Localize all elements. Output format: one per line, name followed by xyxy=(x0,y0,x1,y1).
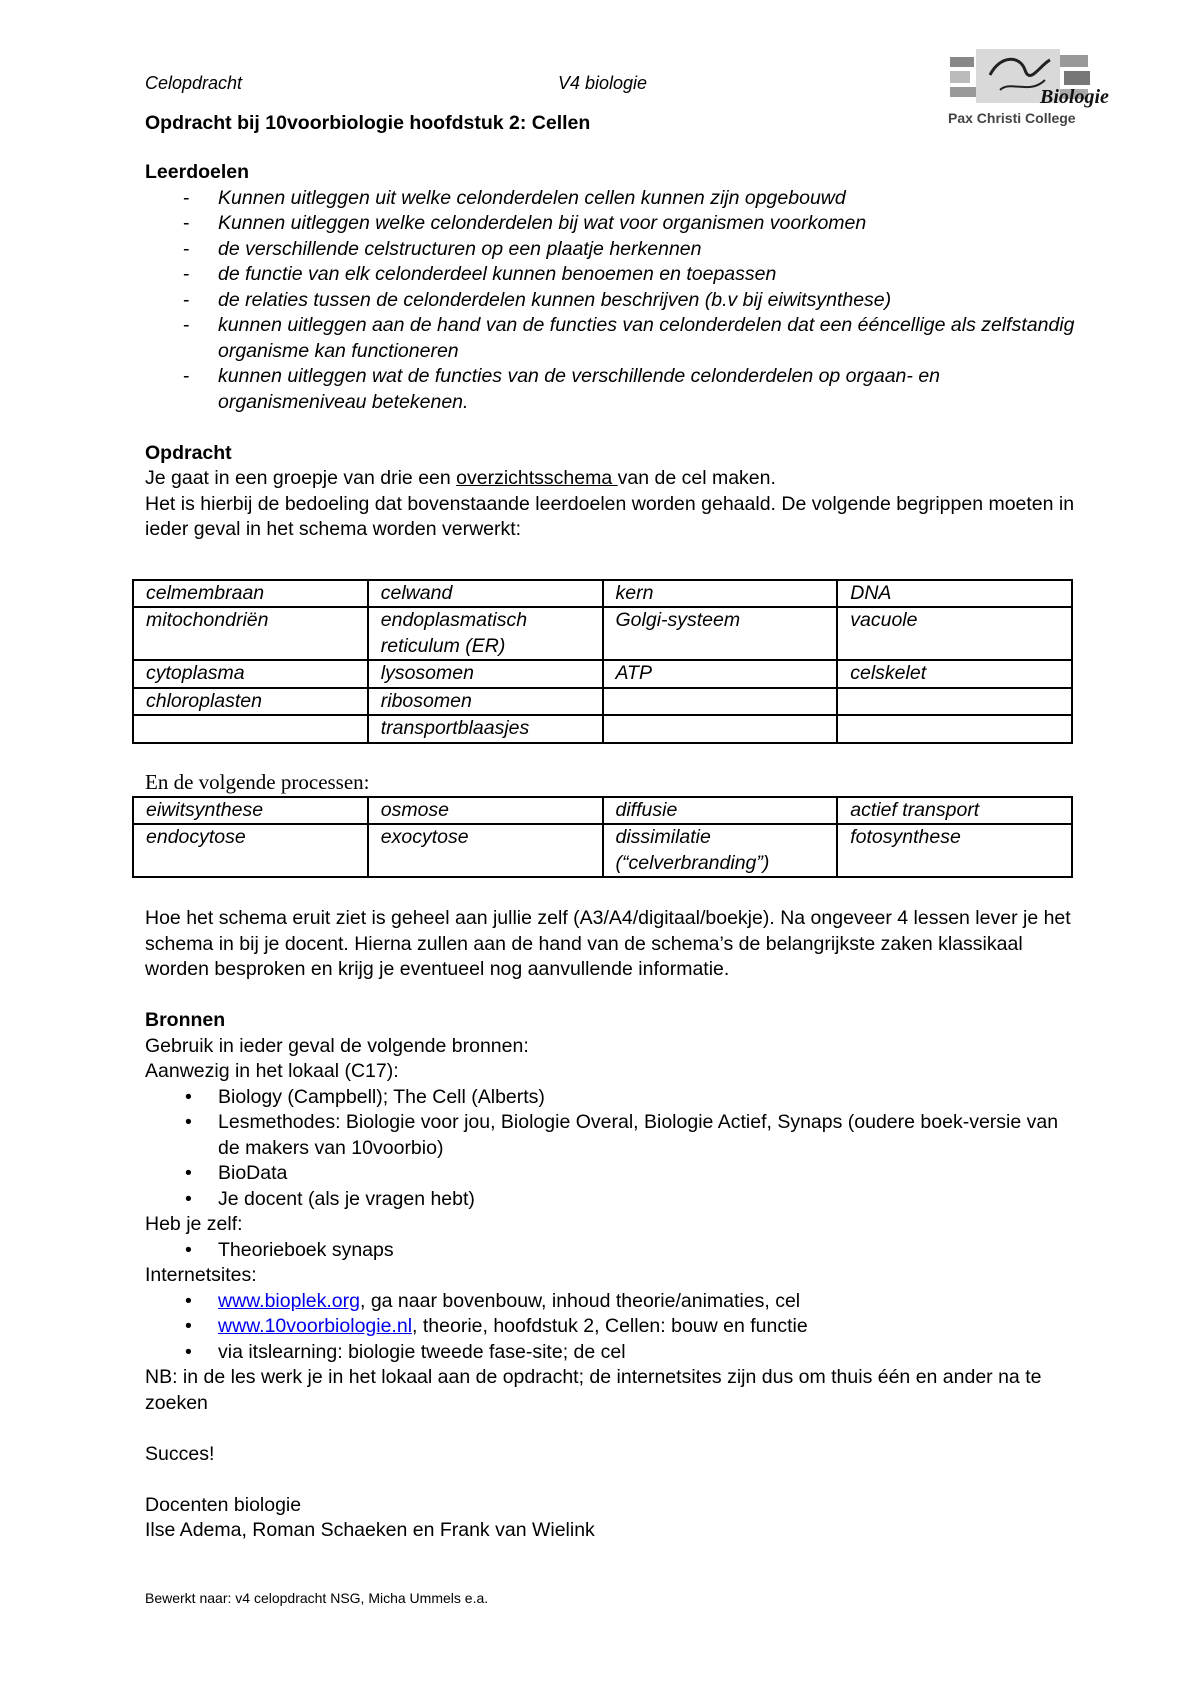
opdracht-section xyxy=(145,441,1080,543)
logo-caption: Pax Christi College xyxy=(948,110,1076,126)
text-span: , ga naar bovenbouw, inhoud theorie/animaties, cel xyxy=(359,1289,801,1312)
table-row xyxy=(133,715,1072,743)
10voorbiologie-link[interactable]: www.10voorbiologie.nl xyxy=(218,1315,413,1337)
document-title: Opdracht bij 10voorbiologie hoofdstuk 2: Cellen xyxy=(145,112,591,134)
list-item: • Theorieboek synaps xyxy=(145,1238,1080,1264)
table-cell xyxy=(837,688,1072,716)
list-item: • Biology (Campbell); The Cell (Alberts) xyxy=(145,1085,1080,1111)
table-cell: kern xyxy=(603,580,838,608)
table-cell: endocytose xyxy=(133,824,368,877)
list-item: • Lesmethodes: Biologie voor jou, Biologie Overal, Biologie Actief, Synaps (oudere boek-versie van de makers van 10voorbio) xyxy=(145,1110,1080,1161)
processen-table xyxy=(132,796,1073,879)
table-cell xyxy=(603,715,838,743)
leerdoelen-list xyxy=(145,186,1080,416)
leerdoelen-heading: Leerdoelen xyxy=(145,161,250,183)
header-center: V4 biologie xyxy=(558,73,648,93)
bioplek-link[interactable]: www.bioplek.org xyxy=(218,1289,360,1312)
table-cell: osmose xyxy=(368,797,603,825)
leerdoelen-section xyxy=(145,160,1080,415)
list-item: - de relaties tussen de celonderdelen kunnen beschrijven (b.v bij eiwitsynthese) xyxy=(145,288,1080,314)
opdracht-heading: Opdracht xyxy=(145,441,232,464)
internet-list xyxy=(145,1289,1080,1366)
list-item: • BioData xyxy=(145,1161,1080,1187)
list-item: - Kunnen uitleggen welke celonderdelen bij wat voor organismen voorkomen xyxy=(145,211,1080,237)
table-cell: fotosynthese xyxy=(837,824,1072,877)
list-item xyxy=(145,1289,1080,1315)
table-cell: transportblaasjes xyxy=(368,715,603,743)
table-cell: eiwitsynthese xyxy=(133,797,368,825)
table-cell: diffusie xyxy=(603,797,838,825)
begrippen-table xyxy=(132,579,1073,744)
header-left: Celopdracht xyxy=(145,73,243,93)
nb-note: NB: in de les werk je in het lokaal aan de opdracht; de internetsites zijn dus om thuis één en ander na te zoeken xyxy=(145,1366,1042,1414)
table-cell: mitochondriën xyxy=(133,607,368,660)
logo-script: Biologie xyxy=(1040,86,1109,108)
table-cell: dissimilatie (“celverbranding”) xyxy=(603,824,838,877)
table-row xyxy=(133,797,1072,825)
list-item: - Kunnen uitleggen uit welke celonderdelen cellen kunnen zijn opgebouwd xyxy=(145,186,1080,212)
table-cell: celmembraan xyxy=(133,580,368,608)
signature-line1: Docenten biologie xyxy=(145,1493,302,1516)
list-item: - kunnen uitleggen wat de functies van de verschillende celonderdelen op orgaan- en organismeniveau betekenen. xyxy=(145,364,1080,415)
table-row xyxy=(133,580,1072,608)
text-span: , theorie, hoofdstuk 2, Cellen: bouw en functie xyxy=(412,1315,808,1337)
table-cell: lysosomen xyxy=(368,660,603,688)
list-item: - kunnen uitleggen aan de hand van de functies van celonderdelen dat een ééncellige als zelfstandig organisme kan functioneren xyxy=(145,313,1080,364)
list-item: - de functie van elk celonderdeel kunnen benoemen en toepassen xyxy=(145,262,1080,288)
table-cell: exocytose xyxy=(368,824,603,877)
zelf-list xyxy=(145,1238,1080,1264)
table-cell: DNA xyxy=(837,580,1072,608)
table-row xyxy=(133,824,1072,877)
table-cell: Golgi-systeem xyxy=(603,607,838,660)
opdracht-line2: Het is hierbij de bedoeling dat bovenstaande leerdoelen worden gehaald. De volgende begrippen moeten in ieder geval in het schema worden verwerkt: xyxy=(145,492,1075,540)
text-span: Je gaat in een groepje van drie een xyxy=(145,467,457,489)
list-item xyxy=(145,1314,1080,1340)
table-cell: celskelet xyxy=(837,660,1072,688)
table-cell: actief transport xyxy=(837,797,1072,825)
table-cell xyxy=(603,688,838,716)
table-cell xyxy=(837,715,1072,743)
schema-paragraph: Hoe het schema eruit ziet is geheel aan jullie zelf (A3/A4/digitaal/boekje). Na ongeveer 4 lessen lever je het schema in bij je docent. Hierna zullen aan de hand van de schema’s de belangrijkste zaken klassikaal worden besproken en krijg je eventueel nog aanvullende informatie. xyxy=(145,907,1071,980)
pax-christi-logo xyxy=(940,35,1109,131)
table-cell: endoplasmatisch reticulum (ER) xyxy=(368,607,603,660)
bronnen-heading: Bronnen xyxy=(145,1009,226,1031)
text-span: van de cel maken. xyxy=(617,467,776,489)
table-cell xyxy=(133,715,368,743)
table-cell: chloroplasten xyxy=(133,688,368,716)
overzichtsschema-underline: overzichtsschema xyxy=(456,467,618,489)
table-row xyxy=(133,607,1072,660)
bronnen-intro: Gebruik in ieder geval de volgende bronnen: xyxy=(145,1034,529,1057)
document-body xyxy=(145,160,1080,1544)
succes-text: Succes! xyxy=(145,1442,215,1465)
signature-line2: Ilse Adema, Roman Schaeken en Frank van Wielink xyxy=(145,1519,595,1541)
internet-label: Internetsites: xyxy=(145,1264,257,1286)
table-cell: vacuole xyxy=(837,607,1072,660)
zelf-label: Heb je zelf: xyxy=(145,1213,243,1235)
lokaal-label: Aanwezig in het lokaal (C17): xyxy=(145,1060,399,1082)
processen-heading: En de volgende processen: xyxy=(145,769,370,794)
table-row xyxy=(133,660,1072,688)
table-cell: ribosomen xyxy=(368,688,603,716)
table-cell: celwand xyxy=(368,580,603,608)
table-cell: cytoplasma xyxy=(133,660,368,688)
opdracht-line1 xyxy=(145,466,1080,492)
bronnen-section xyxy=(145,1008,1080,1416)
lokaal-list xyxy=(145,1085,1080,1213)
list-item: - de verschillende celstructuren op een plaatje herkennen xyxy=(145,237,1080,263)
list-item: • Je docent (als je vragen hebt) xyxy=(145,1187,1080,1213)
table-cell: ATP xyxy=(603,660,838,688)
list-item: • via itslearning: biologie tweede fase-site; de cel xyxy=(145,1340,1080,1366)
footer-note: Bewerkt naar: v4 celopdracht NSG, Micha Ummels e.a. xyxy=(145,1590,489,1606)
table-row xyxy=(133,688,1072,716)
